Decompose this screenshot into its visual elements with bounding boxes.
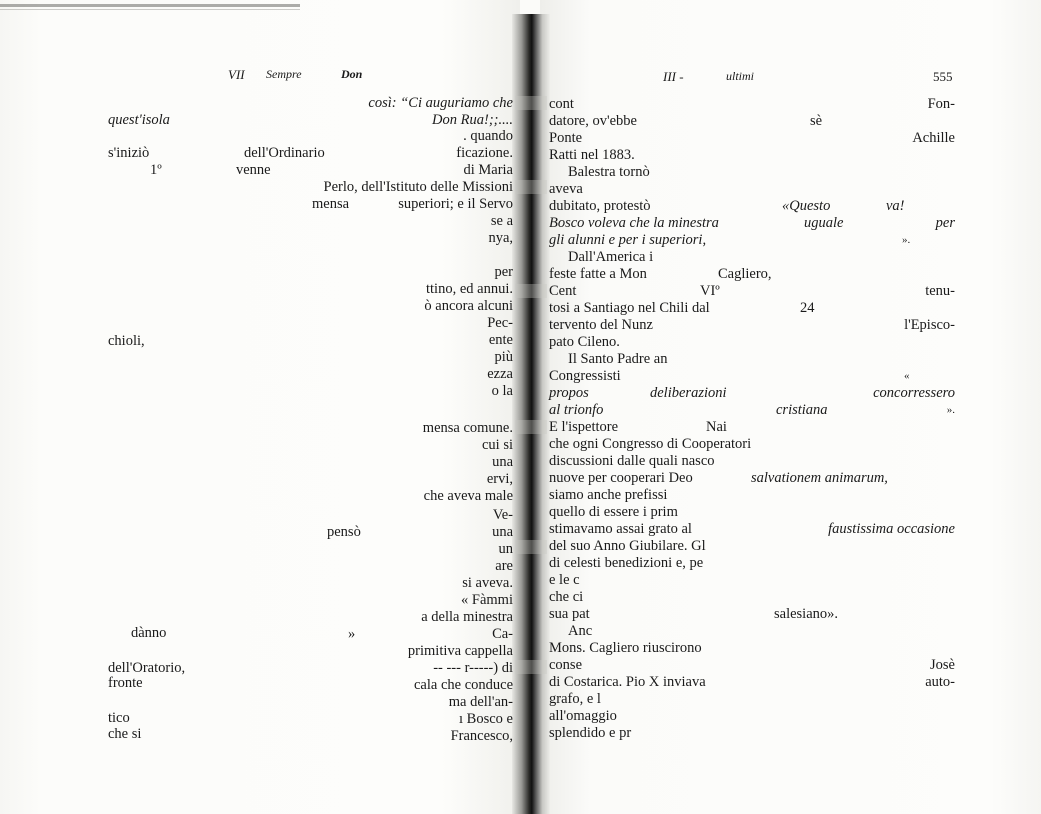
right-line: all'omaggio: [549, 708, 617, 724]
left-fragment: tico: [108, 710, 130, 726]
left-line: una: [492, 454, 513, 470]
gutter-band: [515, 284, 547, 298]
top-rule-thin: [0, 9, 300, 10]
right-line: Ponte: [549, 130, 583, 146]
left-line: se a: [490, 213, 513, 229]
right-line: Il Santo Padre an: [568, 351, 668, 367]
left-line: si aveva.: [462, 575, 513, 591]
right-line: tervento del Nunz: [549, 317, 653, 333]
left-line: che aveva male: [423, 488, 513, 504]
right-fragment: l'Episco-: [904, 317, 955, 333]
right-fragment: sè: [810, 113, 823, 129]
right-fragment: per: [935, 215, 955, 231]
left-line: « Fàmmi: [461, 592, 513, 608]
left-fragment: dànno: [131, 625, 167, 641]
right-fragment: ».: [902, 234, 911, 246]
gutter-band: [515, 540, 547, 554]
right-line: siamo anche prefissi: [549, 487, 668, 503]
left-line: primitiva cappella: [407, 643, 513, 659]
right-line: Anc: [568, 623, 593, 639]
left-line: Don Rua!;;....: [432, 112, 513, 128]
left-header-title-a: Sempre: [266, 67, 302, 81]
right-fragment: uguale: [804, 215, 844, 231]
right-header-title: ultimi: [726, 69, 755, 83]
right-line: propos: [549, 385, 589, 401]
left-line: superiori; e il Servo: [398, 196, 513, 212]
right-fragment: «Questo: [782, 198, 831, 214]
right-fragment: Achille: [912, 130, 955, 146]
left-line: Francesco,: [450, 728, 513, 744]
right-line: di Costarica. Pio X inviava: [549, 674, 706, 690]
gutter-band: [515, 180, 547, 194]
left-fragment: dell'Ordinario: [244, 145, 325, 161]
left-line: una: [492, 524, 513, 540]
left-header-title-b: Don: [341, 67, 363, 81]
right-line: gli alunni e per i superiori,: [549, 232, 707, 248]
right-fragment: tenu-: [925, 283, 955, 299]
left-fragment: pensò: [327, 524, 361, 540]
left-fragment: »: [348, 626, 356, 642]
left-line: ma dell'an-: [448, 694, 513, 710]
right-line: splendido e pr: [549, 725, 632, 741]
left-fragment: dell'Oratorio,: [108, 660, 186, 676]
right-fragment: auto-: [925, 674, 955, 690]
right-line: Dall'America i: [568, 249, 654, 265]
left-line: Perlo, dell'Istituto delle Missioni: [323, 179, 513, 195]
right-line: pato Cileno.: [549, 334, 620, 350]
left-line: Ca-: [492, 626, 513, 642]
right-line: E l'ispettore: [549, 419, 619, 435]
right-fragment: salvationem animarum,: [751, 470, 888, 486]
right-fragment: Nai: [706, 419, 727, 435]
left-line: un: [498, 541, 513, 557]
right-line: dubitato, protestò: [549, 198, 651, 214]
right-line: e le c: [549, 572, 580, 588]
left-line: -- --- r-----) di: [433, 660, 513, 676]
right-fragment: salesiano».: [774, 606, 839, 622]
right-fragment: deliberazioni: [650, 385, 727, 401]
left-line: ezza: [487, 366, 513, 382]
left-fragment: venne: [236, 162, 271, 178]
right-line: grafo, e l: [549, 691, 601, 707]
left-line: mensa comune.: [422, 420, 513, 436]
left-fragment: quest'isola: [108, 112, 170, 128]
right-line: al trionfo: [549, 402, 604, 418]
right-fragment: cristiana: [776, 402, 828, 418]
left-fragment: fronte: [108, 675, 143, 691]
left-line: di Maria: [463, 162, 513, 178]
left-line: così: “Ci auguriamo che: [368, 95, 513, 111]
left-fragment: mensa: [312, 196, 350, 212]
left-line: ttino, ed annui.: [426, 281, 513, 297]
left-line: Ve-: [492, 507, 513, 523]
right-line: tosi a Santiago nel Chili dal: [549, 300, 710, 316]
page-number: 555: [933, 69, 953, 84]
right-fragment: Fon-: [927, 96, 955, 112]
right-line: datore, ov'ebbe: [549, 113, 637, 129]
right-fragment: Josè: [930, 657, 955, 673]
right-line: feste fatte a Mon: [549, 266, 647, 282]
left-line: ficazione.: [456, 145, 513, 161]
top-rule: [0, 4, 300, 7]
left-line: are: [495, 558, 513, 574]
right-line: Bosco voleva che la minestra: [549, 215, 719, 231]
left-fragment: s'iniziò: [108, 145, 150, 161]
left-line: per: [494, 264, 513, 280]
left-line: più: [494, 349, 513, 365]
right-fragment: concorressero: [873, 385, 955, 401]
right-line: che ci: [549, 589, 584, 605]
gutter-band: [515, 96, 547, 110]
right-line: aveva: [549, 181, 583, 197]
right-line: conse: [549, 657, 583, 673]
right-line: nuove per cooperari Deo: [549, 470, 693, 486]
left-header-chapter: VII: [228, 67, 245, 82]
right-fragment: ».: [946, 404, 955, 416]
left-line: ò ancora alcuni: [424, 298, 513, 314]
left-line: Pec-: [487, 315, 513, 331]
right-fragment: va!: [886, 198, 905, 214]
right-line: Ratti nel 1883.: [549, 147, 635, 163]
right-fragment: Cagliero,: [718, 266, 772, 282]
gutter-band: [515, 420, 547, 434]
left-fragment: 1º: [150, 162, 162, 178]
right-line: Congressisti: [549, 368, 621, 384]
right-line: quello di essere i prim: [549, 504, 678, 520]
left-line: cala che conduce: [413, 677, 513, 693]
right-line: di celesti benedizioni e, pe: [549, 555, 704, 571]
right-line: Balestra tornò: [568, 164, 650, 180]
right-fragment: faustissima occasione: [828, 521, 955, 537]
right-line: cont: [549, 96, 574, 112]
gutter-band: [515, 660, 547, 674]
right-line: stimavamo assai grato al: [549, 521, 692, 537]
left-line: cui si: [481, 437, 513, 453]
right-line: del suo Anno Giubilare. Gl: [549, 538, 706, 554]
left-fragment: chioli,: [108, 333, 145, 349]
left-line: o la: [491, 383, 513, 399]
right-line: Cent: [549, 283, 577, 299]
left-line: ervi,: [486, 471, 513, 487]
right-line: sua pat: [549, 606, 590, 622]
right-line: discussioni dalle quali nasco: [549, 453, 715, 469]
right-fragment: 24: [800, 300, 815, 316]
left-fragment: che si: [108, 726, 142, 742]
left-line: . quando: [463, 128, 513, 144]
left-line: a della minestra: [421, 609, 513, 625]
left-line: ente: [488, 332, 513, 348]
right-fragment: «: [904, 370, 910, 382]
right-line: che ogni Congresso di Cooperatori: [549, 436, 752, 452]
left-line: nya,: [488, 230, 513, 246]
book-gutter: [512, 14, 550, 814]
left-line: ı Bosco e: [459, 711, 513, 727]
right-line: Mons. Cagliero riuscirono: [549, 640, 702, 656]
right-header-chapter: III -: [663, 69, 684, 84]
right-fragment: VIº: [700, 283, 720, 299]
